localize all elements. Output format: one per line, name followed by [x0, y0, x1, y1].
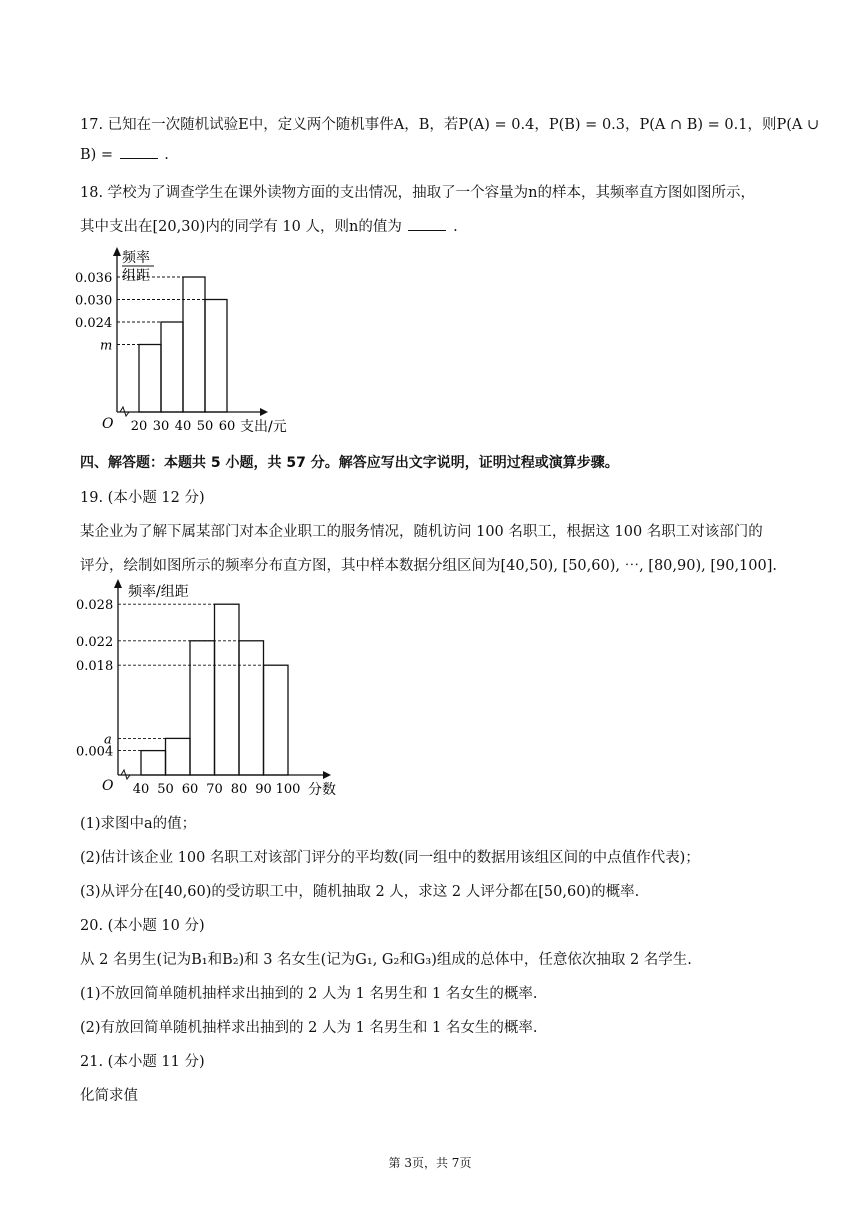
q19-line1: 某企业为了解下属某部门对本企业职工的服务情况，随机访问 100 名职工，根据这 100 名职工对该部门的 [80, 524, 763, 540]
q17-line1: 17. 已知在一次随机试验E中，定义两个随机事件A，B，若P(A) = 0.4，P(B) = 0.3，P(A ∩ B) = 0.1，则P(A ∪ [80, 117, 820, 133]
y-tick-label: 0.004 [76, 744, 114, 760]
y-tick-label: 0.036 [75, 271, 113, 286]
histogram-bar [239, 641, 264, 775]
q18-line1: 18. 学校为了调查学生在课外读物方面的支出情况，抽取了一个容量为n的样本，其频率直方图如图所示， [80, 185, 756, 201]
section-title: 四、解答题：本题共 5 小题，共 57 分。解答应写出文字说明，证明过程或演算步骤。 [80, 455, 619, 471]
q18-line2-post: . [453, 219, 458, 235]
q20-part2: (2)有放回简单随机抽样求出抽到的 2 人为 1 名男生和 1 名女生的概率. [80, 1020, 538, 1036]
histogram-bar [166, 738, 191, 775]
y-axis-arrow [113, 247, 121, 256]
page-footer: 第 3页，共 7页 [388, 1156, 472, 1170]
q19-part1: (1)求图中a的值； [80, 816, 197, 832]
histogram-bar [215, 604, 240, 775]
y-tick-label: a [104, 732, 112, 748]
y-tick-label: m [100, 338, 113, 354]
x-tick-label: 90 [255, 782, 272, 797]
x-axis-label: 支出/元 [240, 419, 287, 435]
y-tick-label: 0.028 [76, 598, 114, 614]
q20-part1: (1)不放回简单随机抽样求出抽到的 2 人为 1 名男生和 1 名女生的概率. [80, 986, 538, 1002]
y-tick-label: 0.030 [75, 293, 113, 309]
x-axis-arrow [260, 408, 268, 416]
y-tick-label: 0.022 [76, 634, 114, 650]
y-tick-label: 0.018 [76, 659, 114, 675]
origin-label: O [102, 416, 114, 432]
q17-line2 [80, 146, 169, 163]
histogram-bar [205, 300, 227, 413]
q21-line1: 化简求值 [80, 1088, 138, 1104]
histogram-bar [161, 322, 183, 412]
x-tick-label: 60 [218, 419, 236, 434]
y-axis-label: 频率/组距 [128, 584, 189, 600]
y-tick-label: 0.024 [75, 316, 113, 331]
y-axis-label-bottom: 组距 [122, 268, 150, 284]
x-tick-label: 80 [230, 782, 248, 797]
x-axis-arrow [323, 771, 331, 779]
x-tick-label: 40 [174, 419, 192, 434]
histogram-bar [183, 277, 205, 412]
q17-line2-post: . [164, 147, 169, 163]
x-axis-label: 分数 [308, 782, 336, 798]
y-axis-arrow [114, 579, 122, 588]
histogram-bar [190, 641, 215, 775]
answer-blank [408, 218, 446, 231]
origin-label: O [102, 778, 114, 794]
q18-line2 [80, 215, 458, 236]
q19-part3: (3)从评分在[40,60)的受访职工中，随机抽取 2 人，求这 2 人评分都在[50,60)的概率. [80, 884, 640, 900]
q18-line2-pre: 其中支出在[20,30)内的同学有 10 人，则n的值为 [80, 219, 402, 235]
x-tick-label: 50 [157, 782, 174, 797]
q20-line1: 从 2 名男生(记为B₁和B₂)和 3 名女生(记为G₁, G₂和G₃)组成的总体中，任意依次抽取 2 名学生. [80, 952, 692, 968]
histogram-bar [264, 665, 289, 775]
x-tick-label: 20 [130, 419, 148, 434]
histogram-chart-1 [70, 244, 300, 436]
histogram-bar [139, 345, 161, 413]
q19-part2: (2)估计该企业 100 名职工对该部门评分的平均数(同一组中的数据用该组区间的中点值作代表)； [80, 850, 700, 866]
histogram-chart-2 [70, 576, 360, 802]
answer-blank [120, 146, 158, 159]
x-tick-label: 50 [196, 419, 214, 434]
histogram-bar [141, 751, 166, 775]
x-tick-label: 60 [181, 782, 199, 797]
x-tick-label: 30 [152, 419, 170, 434]
x-tick-label: 40 [132, 782, 150, 797]
x-tick-label: 70 [206, 782, 223, 797]
x-tick-label: 100 [275, 782, 301, 797]
q20-header: 20. (本小题 10 分) [80, 918, 205, 934]
q19-header: 19. (本小题 12 分) [80, 490, 205, 506]
y-axis-label-top: 频率 [122, 250, 150, 266]
q21-header: 21. (本小题 11 分) [80, 1054, 205, 1070]
q17-line2-pre: B) = [80, 147, 114, 163]
q19-line2: 评分，绘制如图所示的频率分布直方图，其中样本数据分组区间为[40,50), [50,60), ⋯, [80,90), [90,100]. [80, 558, 778, 574]
